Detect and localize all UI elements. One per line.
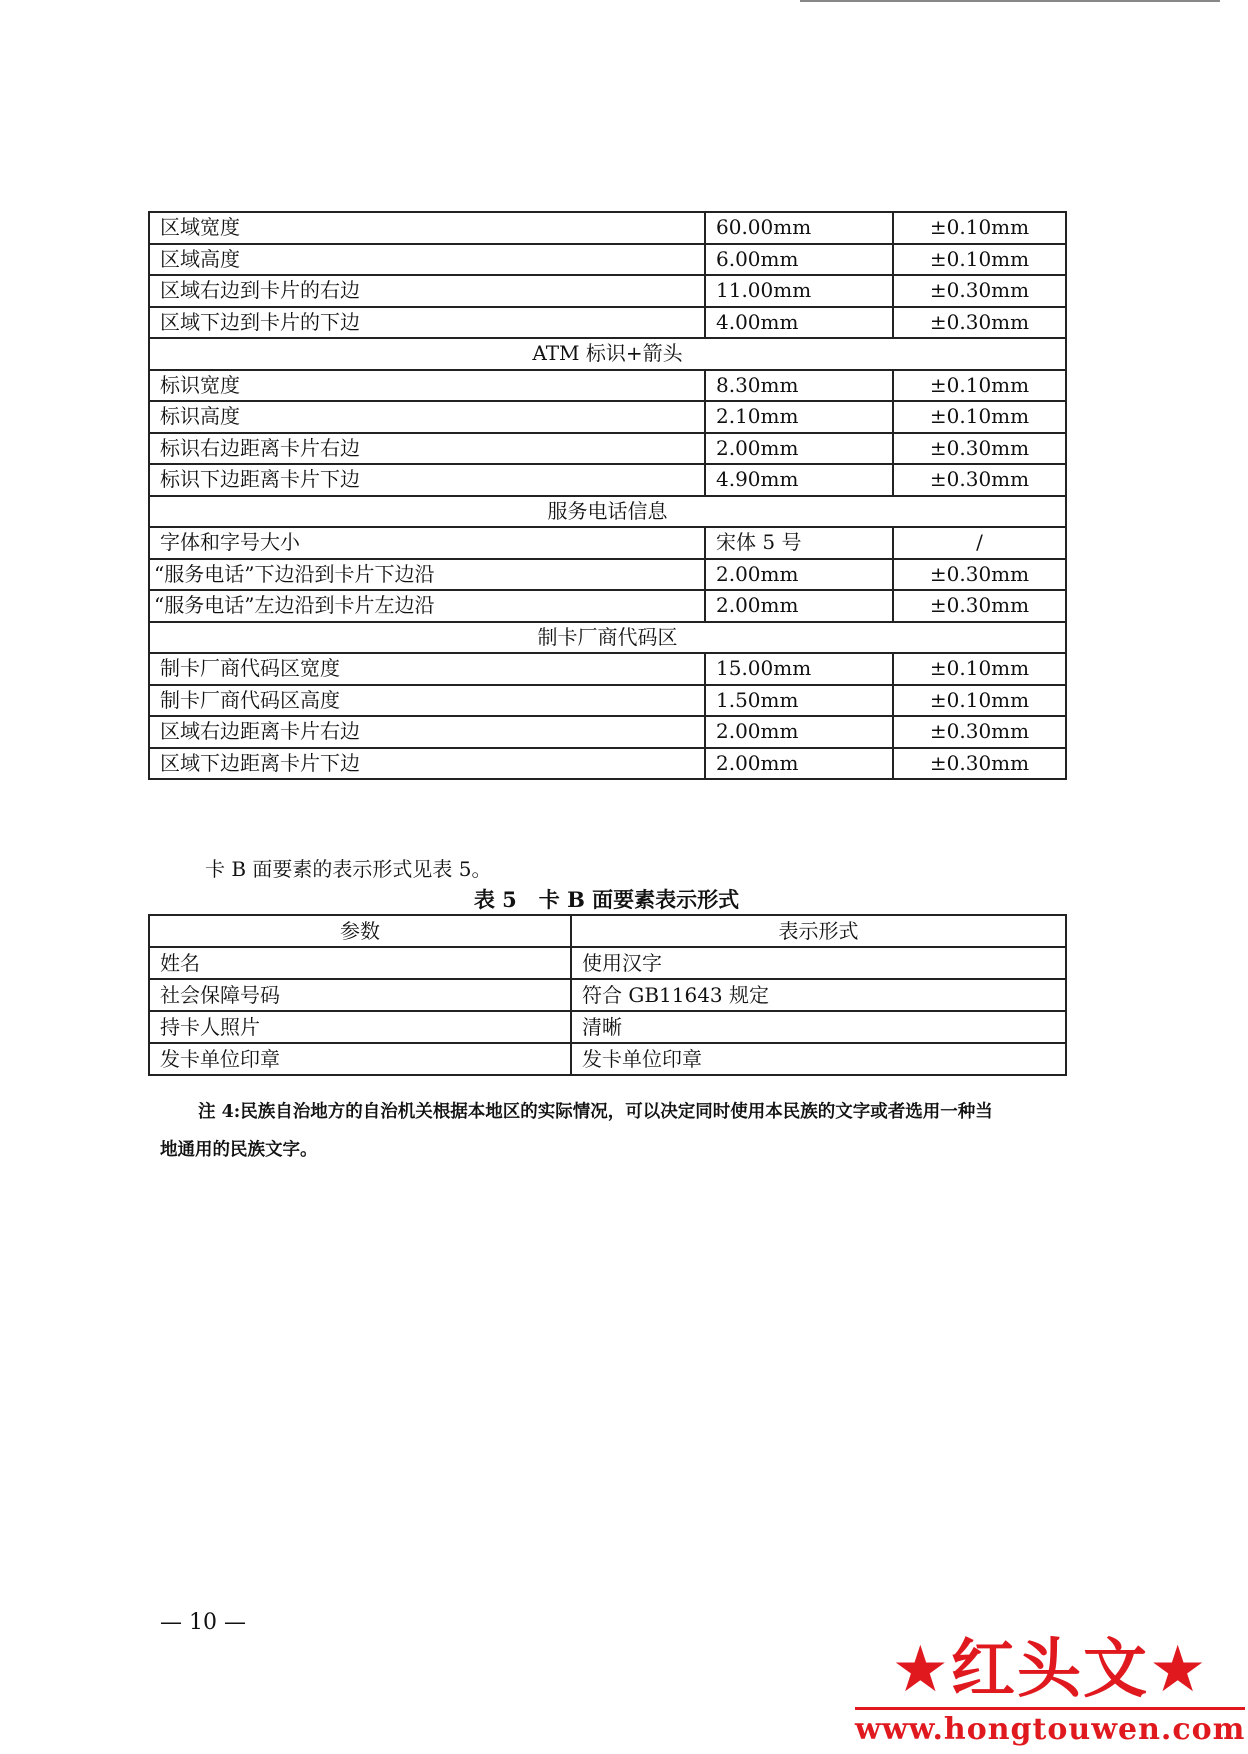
table5-cell-form: 使用汉字 xyxy=(571,947,1066,979)
spec-cell-name: 区域高度 xyxy=(149,244,705,276)
spec-cell-name: 标识下边距离卡片下边 xyxy=(149,464,705,496)
spec-cell-value: 4.00mm xyxy=(705,307,893,339)
table-row xyxy=(149,979,1066,1011)
spec-cell-name: 制卡厂商代码区高度 xyxy=(149,685,705,717)
spec-cell-name: 制卡厂商代码区宽度 xyxy=(149,653,705,685)
section-heading: 制卡厂商代码区 xyxy=(149,622,1066,654)
table5-caption-title: 卡 B 面要素表示形式 xyxy=(538,887,740,912)
page-number: — 10 — xyxy=(160,1610,246,1635)
spec-cell-name: 字体和字号大小 xyxy=(149,527,705,559)
spec-cell-tolerance: ±0.10mm xyxy=(893,653,1066,685)
table-row xyxy=(149,244,1066,276)
spec-cell-tolerance: ±0.30mm xyxy=(893,590,1066,622)
watermark-rule xyxy=(855,1707,1245,1710)
spec-cell-name: “服务电话”左边沿到卡片左边沿 xyxy=(149,590,705,622)
table5-cell-form: 清晰 xyxy=(571,1011,1066,1043)
watermark-url: www.hongtouwen.com xyxy=(855,1712,1246,1747)
table-row xyxy=(149,275,1066,307)
table-row xyxy=(149,590,1066,622)
table-row xyxy=(149,1011,1066,1043)
spec-cell-value: 2.00mm xyxy=(705,433,893,465)
watermark xyxy=(855,1635,1245,1747)
spec-cell-name: 区域宽度 xyxy=(149,212,705,244)
table5-caption xyxy=(148,884,1065,914)
note-line-1: 注 4:民族自治地方的自治机关根据本地区的实际情况，可以决定同时使用本民族的文字或者选用一种当 xyxy=(198,1102,993,1122)
spec-cell-tolerance: ±0.30mm xyxy=(893,559,1066,591)
table5 xyxy=(148,914,1067,1076)
section-heading: 服务电话信息 xyxy=(149,496,1066,528)
table5-header-row xyxy=(149,915,1066,947)
table-row xyxy=(149,653,1066,685)
table-row xyxy=(149,307,1066,339)
section-row xyxy=(149,622,1066,654)
spec-cell-value: 2.00mm xyxy=(705,716,893,748)
table5-header-form: 表示形式 xyxy=(571,915,1066,947)
table-row xyxy=(149,464,1066,496)
table5-caption-number: 表 5 xyxy=(473,887,517,912)
spec-cell-value: 6.00mm xyxy=(705,244,893,276)
spec-cell-value: 2.10mm xyxy=(705,401,893,433)
spec-cell-tolerance: ±0.10mm xyxy=(893,212,1066,244)
spec-cell-tolerance: ±0.10mm xyxy=(893,401,1066,433)
spec-cell-tolerance: ±0.10mm xyxy=(893,244,1066,276)
table5-cell-form: 发卡单位印章 xyxy=(571,1043,1066,1075)
spec-cell-tolerance: ±0.30mm xyxy=(893,748,1066,780)
spec-cell-tolerance: / xyxy=(893,527,1066,559)
table5-cell-param: 持卡人照片 xyxy=(149,1011,571,1043)
table-row xyxy=(149,212,1066,244)
spec-cell-tolerance: ±0.30mm xyxy=(893,275,1066,307)
spec-cell-value: 11.00mm xyxy=(705,275,893,307)
spec-cell-value: 2.00mm xyxy=(705,559,893,591)
spec-cell-name: 区域右边到卡片的右边 xyxy=(149,275,705,307)
table5-cell-form: 符合 GB11643 规定 xyxy=(571,979,1066,1011)
spec-cell-tolerance: ±0.30mm xyxy=(893,433,1066,465)
note-line-2: 地通用的民族文字。 xyxy=(160,1140,318,1160)
spec-cell-name: 标识右边距离卡片右边 xyxy=(149,433,705,465)
spec-table xyxy=(148,211,1067,780)
table-row xyxy=(149,370,1066,402)
spec-cell-value: 宋体 5 号 xyxy=(705,527,893,559)
top-rule xyxy=(800,0,1220,2)
table5-header-param: 参数 xyxy=(149,915,571,947)
spec-cell-value: 2.00mm xyxy=(705,748,893,780)
spec-cell-value: 8.30mm xyxy=(705,370,893,402)
section-heading: ATM 标识+箭头 xyxy=(149,338,1066,370)
spec-cell-name: “服务电话”下边沿到卡片下边沿 xyxy=(149,559,705,591)
watermark-brand: ★红头文★ xyxy=(891,1633,1209,1707)
table5-cell-param: 姓名 xyxy=(149,947,571,979)
table-row xyxy=(149,716,1066,748)
spec-table-body xyxy=(149,212,1066,779)
spec-cell-name: 区域下边距离卡片下边 xyxy=(149,748,705,780)
spec-cell-value: 15.00mm xyxy=(705,653,893,685)
note-4 xyxy=(160,1093,1065,1169)
spec-cell-tolerance: ±0.10mm xyxy=(893,685,1066,717)
intro-text: 卡 B 面要素的表示形式见表 5。 xyxy=(205,857,492,881)
table-row xyxy=(149,401,1066,433)
table-row xyxy=(149,1043,1066,1075)
spec-cell-value: 2.00mm xyxy=(705,590,893,622)
table-row xyxy=(149,527,1066,559)
table-row xyxy=(149,685,1066,717)
table-row xyxy=(149,559,1066,591)
table5-cell-param: 发卡单位印章 xyxy=(149,1043,571,1075)
spec-cell-name: 区域右边距离卡片右边 xyxy=(149,716,705,748)
spec-cell-tolerance: ±0.30mm xyxy=(893,307,1066,339)
spec-cell-tolerance: ±0.10mm xyxy=(893,370,1066,402)
spec-cell-tolerance: ±0.30mm xyxy=(893,464,1066,496)
spec-cell-value: 1.50mm xyxy=(705,685,893,717)
spec-cell-name: 标识宽度 xyxy=(149,370,705,402)
spec-cell-name: 区域下边到卡片的下边 xyxy=(149,307,705,339)
spec-cell-value: 4.90mm xyxy=(705,464,893,496)
spec-cell-tolerance: ±0.30mm xyxy=(893,716,1066,748)
spec-cell-name: 标识高度 xyxy=(149,401,705,433)
table5-cell-param: 社会保障号码 xyxy=(149,979,571,1011)
table-row xyxy=(149,947,1066,979)
table-row xyxy=(149,748,1066,780)
spec-cell-value: 60.00mm xyxy=(705,212,893,244)
table-row xyxy=(149,433,1066,465)
section-row xyxy=(149,338,1066,370)
section-row xyxy=(149,496,1066,528)
